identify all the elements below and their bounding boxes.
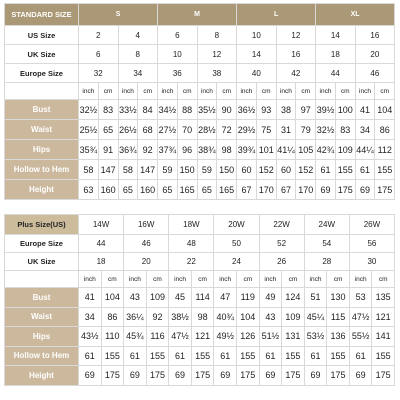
unit-cm: cm — [256, 83, 276, 100]
measurement-inch-cell: 65 — [158, 180, 178, 200]
measurement-cm-cell: 98 — [191, 307, 214, 327]
plus-europe-size-cell: 54 — [304, 235, 349, 253]
unit-inch: inch — [197, 83, 217, 100]
plus-uk-size-cell: 18 — [79, 253, 124, 271]
measurement-cm-cell: 68 — [138, 120, 158, 140]
measurement-cm-cell: 98 — [217, 140, 237, 160]
unit-cm: cm — [191, 271, 214, 288]
measurement-label: Height — [5, 366, 79, 386]
measurement-cm-cell: 175 — [101, 366, 124, 386]
us-size-cell: 10 — [237, 26, 277, 45]
measurement-inch-cell: 61 — [349, 346, 372, 366]
plus-europe-size-cell: 50 — [214, 235, 259, 253]
unit-cm: cm — [217, 83, 237, 100]
plus-europe-size-cell: 48 — [169, 235, 214, 253]
measurement-inch-cell: 41¼ — [276, 140, 296, 160]
measurement-cm-cell: 155 — [335, 160, 355, 180]
unit-inch: inch — [349, 271, 372, 288]
unit-row-blank — [5, 83, 79, 100]
measurement-label: Hips — [5, 140, 79, 160]
measurement-cm-cell: 175 — [372, 366, 395, 386]
measurement-inch-cell: 36¾ — [118, 140, 138, 160]
measurement-inch-cell: 69 — [349, 366, 372, 386]
measurement-inch-cell: 43 — [259, 307, 282, 327]
measurement-inch-cell: 26½ — [118, 120, 138, 140]
measurement-inch-cell: 69 — [316, 180, 336, 200]
measurement-inch-cell: 32½ — [79, 100, 99, 120]
unit-inch: inch — [304, 271, 327, 288]
europe-size-cell: 44 — [316, 64, 356, 83]
measurement-inch-cell: 43 — [124, 288, 147, 308]
measurement-cm-cell: 119 — [236, 288, 259, 308]
measurement-inch-cell: 36½ — [237, 100, 257, 120]
measurement-inch-cell: 61 — [79, 346, 102, 366]
group-l: L — [237, 4, 316, 26]
measurement-inch-cell: 60 — [276, 160, 296, 180]
measurement-cm-cell: 121 — [372, 307, 395, 327]
measurement-cm-cell: 92 — [146, 307, 169, 327]
measurement-cm-cell: 155 — [101, 346, 124, 366]
plus-europe-size-cell: 56 — [349, 235, 394, 253]
measurement-cm-cell: 75 — [256, 120, 276, 140]
measurement-inch-cell: 59 — [197, 160, 217, 180]
measurement-cm-cell: 96 — [177, 140, 197, 160]
plus-us-size-cell: 18W — [169, 215, 214, 235]
measurement-cm-cell: 116 — [146, 327, 169, 347]
measurement-inch-cell: 61 — [169, 346, 192, 366]
unit-cm: cm — [138, 83, 158, 100]
measurement-inch-cell: 29½ — [237, 120, 257, 140]
measurement-inch-cell: 67 — [276, 180, 296, 200]
measurement-inch-cell: 69 — [355, 180, 375, 200]
standard-title: STANDARD SIZE — [5, 4, 79, 26]
measurement-inch-cell: 69 — [79, 366, 102, 386]
measurement-inch-cell: 37¾ — [158, 140, 178, 160]
europe-size-cell: 38 — [197, 64, 237, 83]
plus-header-row — [5, 215, 395, 235]
measurement-inch-cell: 45¾ — [124, 327, 147, 347]
uk-size-cell: 12 — [197, 45, 237, 64]
measurement-inch-cell: 59 — [158, 160, 178, 180]
unit-inch: inch — [237, 83, 257, 100]
plus-europe-size-label: Europe Size — [5, 235, 79, 253]
measurement-inch-cell: 25½ — [79, 120, 99, 140]
uk-size-cell: 10 — [158, 45, 198, 64]
measurement-inch-cell: 43½ — [79, 327, 102, 347]
measurement-cm-cell: 155 — [282, 346, 305, 366]
measurement-cm-cell: 147 — [138, 160, 158, 180]
measurement-inch-cell: 69 — [259, 366, 282, 386]
europe-size-cell: 36 — [158, 64, 198, 83]
plus-uk-size-row — [5, 253, 395, 271]
europe-size-cell: 46 — [355, 64, 395, 83]
plus-europe-size-cell: 52 — [259, 235, 304, 253]
measurement-cm-cell: 135 — [372, 288, 395, 308]
measurement-cm-cell: 175 — [335, 180, 355, 200]
unit-inch: inch — [79, 83, 99, 100]
measurement-label: Hips — [5, 327, 79, 347]
plus-measurements — [5, 288, 395, 386]
measurement-inch-cell: 53 — [349, 288, 372, 308]
plus-uk-size-label: UK Size — [5, 253, 79, 271]
measurement-cm-cell: 165 — [217, 180, 237, 200]
unit-row — [5, 83, 395, 100]
measurement-inch-cell: 38½ — [169, 307, 192, 327]
us-size-cell: 2 — [79, 26, 119, 45]
measurement-cm-cell: 83 — [335, 120, 355, 140]
measurement-cm-cell: 147 — [98, 160, 118, 180]
measurement-inch-cell: 47 — [214, 288, 237, 308]
measurement-inch-cell: 34 — [355, 120, 375, 140]
measurement-inch-cell: 69 — [169, 366, 192, 386]
measurement-inch-cell: 61 — [259, 346, 282, 366]
measurement-cm-cell: 104 — [101, 288, 124, 308]
measurement-cm-cell: 136 — [327, 327, 350, 347]
measurement-inch-cell: 69 — [214, 366, 237, 386]
uk-size-cell: 20 — [355, 45, 395, 64]
measurement-inch-cell: 67 — [237, 180, 257, 200]
group-s: S — [79, 4, 158, 26]
measurement-inch-cell: 61 — [316, 160, 336, 180]
measurement-cm-cell: 170 — [296, 180, 316, 200]
measurement-cm-cell: 155 — [146, 346, 169, 366]
us-size-cell: 4 — [118, 26, 158, 45]
measurement-cm-cell: 79 — [296, 120, 316, 140]
measurement-inch-cell: 42¾ — [316, 140, 336, 160]
unit-cm: cm — [146, 271, 169, 288]
measurement-cm-cell: 175 — [146, 366, 169, 386]
measurement-cm-cell: 152 — [296, 160, 316, 180]
plus-us-size-cell: 24W — [304, 215, 349, 235]
measurement-row-waist — [5, 120, 395, 140]
plus-title: Plus Size(US) — [5, 215, 79, 235]
europe-size-cell: 32 — [79, 64, 119, 83]
measurement-cm-cell: 104 — [236, 307, 259, 327]
measurement-cm-cell: 91 — [98, 140, 118, 160]
measurement-cm-cell: 155 — [191, 346, 214, 366]
europe-size-cell: 34 — [118, 64, 158, 83]
unit-cm: cm — [282, 271, 305, 288]
measurement-cm-cell: 86 — [375, 120, 395, 140]
measurement-inch-cell: 45¼ — [304, 307, 327, 327]
plus-unit-row-blank — [5, 271, 79, 288]
measurement-cm-cell: 175 — [375, 180, 395, 200]
plus-us-size-cell: 20W — [214, 215, 259, 235]
us-size-cell: 14 — [316, 26, 356, 45]
measurement-inch-cell: 63 — [79, 180, 99, 200]
measurement-cm-cell: 109 — [335, 140, 355, 160]
unit-inch: inch — [158, 83, 178, 100]
plus-uk-size-cell: 28 — [304, 253, 349, 271]
measurement-inch-cell: 69 — [304, 366, 327, 386]
measurement-cm-cell: 88 — [177, 100, 197, 120]
measurement-cm-cell: 160 — [98, 180, 118, 200]
uk-size-cell: 6 — [79, 45, 119, 64]
europe-size-label: Europe Size — [5, 64, 79, 83]
measurement-inch-cell: 55½ — [349, 327, 372, 347]
measurement-inch-cell: 34 — [79, 307, 102, 327]
measurement-cm-cell: 84 — [138, 100, 158, 120]
measurement-inch-cell: 41 — [355, 100, 375, 120]
measurement-inch-cell: 32½ — [316, 120, 336, 140]
measurement-label: Hollow to Hem — [5, 160, 79, 180]
unit-cm: cm — [375, 83, 395, 100]
europe-size-cell: 40 — [237, 64, 277, 83]
measurement-label: Waist — [5, 307, 79, 327]
measurement-inch-cell: 65 — [197, 180, 217, 200]
measurement-inch-cell: 36¼ — [124, 307, 147, 327]
measurement-cm-cell: 109 — [146, 288, 169, 308]
uk-size-cell: 8 — [118, 45, 158, 64]
uk-size-row — [5, 45, 395, 64]
group-xl: XL — [316, 4, 395, 26]
unit-inch: inch — [118, 83, 138, 100]
measurement-cm-cell: 175 — [236, 366, 259, 386]
measurement-cm-cell: 175 — [191, 366, 214, 386]
measurement-cm-cell: 90 — [217, 100, 237, 120]
measurement-label: Height — [5, 180, 79, 200]
measurement-cm-cell: 101 — [256, 140, 276, 160]
unit-inch: inch — [276, 83, 296, 100]
group-m: M — [158, 4, 237, 26]
measurement-inch-cell: 41 — [79, 288, 102, 308]
measurement-cm-cell: 65 — [98, 120, 118, 140]
measurement-row-bust — [5, 100, 395, 120]
measurement-cm-cell: 109 — [282, 307, 305, 327]
plus-uk-size-cell: 30 — [349, 253, 394, 271]
measurement-inch-cell: 35¾ — [79, 140, 99, 160]
measurement-inch-cell: 34½ — [158, 100, 178, 120]
measurement-inch-cell: 39½ — [316, 100, 336, 120]
measurement-row-bust — [5, 288, 395, 308]
measurement-cm-cell: 100 — [335, 100, 355, 120]
measurement-cm-cell: 112 — [375, 140, 395, 160]
measurement-label: Bust — [5, 100, 79, 120]
us-size-cell: 12 — [276, 26, 316, 45]
us-size-label: US Size — [5, 26, 79, 45]
measurement-inch-cell: 61 — [355, 160, 375, 180]
measurement-cm-cell: 86 — [101, 307, 124, 327]
us-size-cell: 6 — [158, 26, 198, 45]
measurement-cm-cell: 110 — [101, 327, 124, 347]
measurement-cm-cell: 165 — [177, 180, 197, 200]
plus-europe-size-cell: 44 — [79, 235, 124, 253]
measurement-cm-cell: 175 — [327, 366, 350, 386]
unit-cm: cm — [101, 271, 124, 288]
plus-uk-size-cell: 24 — [214, 253, 259, 271]
measurement-label: Waist — [5, 120, 79, 140]
measurement-inch-cell: 61 — [124, 346, 147, 366]
measurement-cm-cell: 175 — [282, 366, 305, 386]
measurement-cm-cell: 130 — [327, 288, 350, 308]
measurement-cm-cell: 155 — [372, 346, 395, 366]
measurement-row-hollow-to-hem — [5, 160, 395, 180]
standard-header-row — [5, 4, 395, 26]
measurement-inch-cell: 58 — [118, 160, 138, 180]
plus-us-size-cell: 22W — [259, 215, 304, 235]
measurement-inch-cell: 53½ — [304, 327, 327, 347]
standard-size-table — [4, 3, 395, 200]
plus-unit-row — [5, 271, 395, 288]
unit-cm: cm — [335, 83, 355, 100]
measurement-inch-cell: 45 — [169, 288, 192, 308]
measurement-cm-cell: 72 — [217, 120, 237, 140]
unit-cm: cm — [98, 83, 118, 100]
unit-inch: inch — [259, 271, 282, 288]
measurement-inch-cell: 27½ — [158, 120, 178, 140]
measurement-inch-cell: 49½ — [214, 327, 237, 347]
measurement-cm-cell: 131 — [282, 327, 305, 347]
measurement-inch-cell: 65 — [118, 180, 138, 200]
plus-us-size-cell: 16W — [124, 215, 169, 235]
measurement-inch-cell: 38¾ — [197, 140, 217, 160]
measurement-cm-cell: 115 — [327, 307, 350, 327]
plus-europe-size-row — [5, 235, 395, 253]
plus-europe-size-cell: 46 — [124, 235, 169, 253]
unit-cm: cm — [327, 271, 350, 288]
measurement-inch-cell: 58 — [79, 160, 99, 180]
standard-measurements — [5, 100, 395, 200]
measurement-inch-cell: 47½ — [169, 327, 192, 347]
unit-inch: inch — [124, 271, 147, 288]
measurement-cm-cell: 152 — [256, 160, 276, 180]
uk-size-cell: 18 — [316, 45, 356, 64]
uk-size-cell: 14 — [237, 45, 277, 64]
us-size-cell: 16 — [355, 26, 395, 45]
measurement-cm-cell: 104 — [375, 100, 395, 120]
unit-inch: inch — [79, 271, 102, 288]
measurement-row-height — [5, 180, 395, 200]
plus-uk-size-cell: 20 — [124, 253, 169, 271]
measurement-label: Hollow to Hem — [5, 346, 79, 366]
unit-inch: inch — [214, 271, 237, 288]
plus-size-table — [4, 214, 395, 386]
measurement-cm-cell: 105 — [296, 140, 316, 160]
measurement-inch-cell: 39¾ — [237, 140, 257, 160]
measurement-cm-cell: 70 — [177, 120, 197, 140]
plus-uk-size-cell: 22 — [169, 253, 214, 271]
measurement-cm-cell: 114 — [191, 288, 214, 308]
measurement-cm-cell: 160 — [138, 180, 158, 200]
measurement-inch-cell: 28½ — [197, 120, 217, 140]
measurement-cm-cell: 124 — [282, 288, 305, 308]
measurement-inch-cell: 61 — [214, 346, 237, 366]
measurement-inch-cell: 38 — [276, 100, 296, 120]
measurement-inch-cell: 40¾ — [214, 307, 237, 327]
measurement-label: Bust — [5, 288, 79, 308]
unit-cm: cm — [296, 83, 316, 100]
us-size-row — [5, 26, 395, 45]
unit-inch: inch — [169, 271, 192, 288]
measurement-cm-cell: 150 — [217, 160, 237, 180]
measurement-inch-cell: 60 — [237, 160, 257, 180]
measurement-cm-cell: 92 — [138, 140, 158, 160]
measurement-row-hips — [5, 327, 395, 347]
measurement-cm-cell: 121 — [191, 327, 214, 347]
us-size-cell: 8 — [197, 26, 237, 45]
measurement-cm-cell: 83 — [98, 100, 118, 120]
measurement-inch-cell: 33½ — [118, 100, 138, 120]
unit-cm: cm — [372, 271, 395, 288]
unit-inch: inch — [355, 83, 375, 100]
measurement-cm-cell: 155 — [327, 346, 350, 366]
measurement-inch-cell: 51 — [304, 288, 327, 308]
measurement-row-waist — [5, 307, 395, 327]
plus-us-size-cell: 26W — [349, 215, 394, 235]
measurement-inch-cell: 49 — [259, 288, 282, 308]
measurement-inch-cell: 69 — [124, 366, 147, 386]
unit-inch: inch — [316, 83, 336, 100]
measurement-inch-cell: 35½ — [197, 100, 217, 120]
measurement-inch-cell: 31 — [276, 120, 296, 140]
unit-cm: cm — [177, 83, 197, 100]
plus-uk-size-cell: 26 — [259, 253, 304, 271]
measurement-row-hips — [5, 140, 395, 160]
plus-us-size-cell: 14W — [79, 215, 124, 235]
measurement-row-height — [5, 366, 395, 386]
measurement-cm-cell: 155 — [236, 346, 259, 366]
measurement-cm-cell: 93 — [256, 100, 276, 120]
measurement-inch-cell: 44¼ — [355, 140, 375, 160]
measurement-cm-cell: 155 — [375, 160, 395, 180]
measurement-inch-cell: 47½ — [349, 307, 372, 327]
measurement-inch-cell: 61 — [304, 346, 327, 366]
uk-size-cell: 16 — [276, 45, 316, 64]
measurement-cm-cell: 170 — [256, 180, 276, 200]
measurement-inch-cell: 51½ — [259, 327, 282, 347]
measurement-cm-cell: 150 — [177, 160, 197, 180]
measurement-cm-cell: 97 — [296, 100, 316, 120]
europe-size-cell: 42 — [276, 64, 316, 83]
uk-size-label: UK Size — [5, 45, 79, 64]
unit-cm: cm — [236, 271, 259, 288]
europe-size-row — [5, 64, 395, 83]
measurement-cm-cell: 126 — [236, 327, 259, 347]
measurement-cm-cell: 141 — [372, 327, 395, 347]
measurement-row-hollow-to-hem — [5, 346, 395, 366]
